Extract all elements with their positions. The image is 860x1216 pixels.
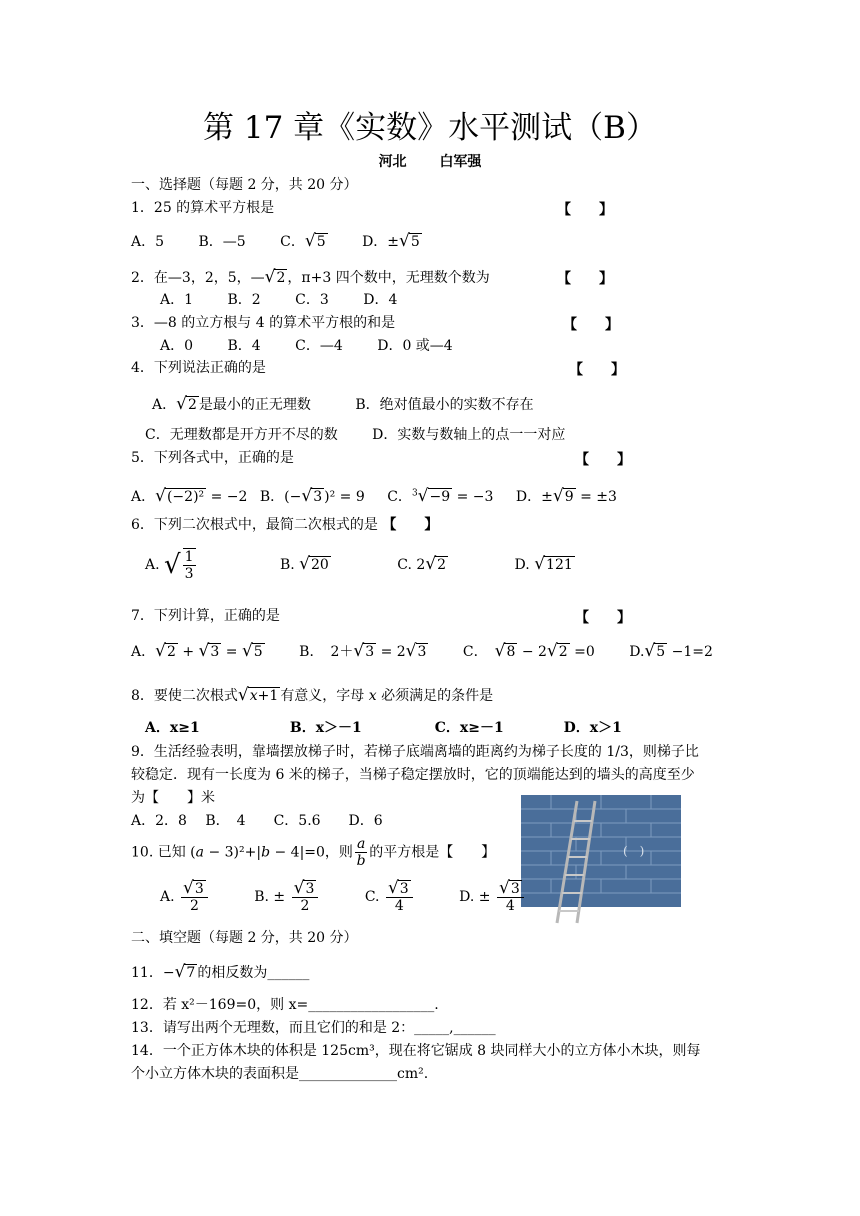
q9-line3: 为【 】米	[131, 790, 215, 806]
q2-stem	[131, 268, 490, 287]
q1-option-d: D．±	[362, 234, 400, 250]
q3-answer-bracket: 【 】	[563, 317, 619, 333]
q10-stem-b: =0，则	[304, 844, 353, 861]
q4-options-row2	[145, 426, 565, 444]
q2-answer-bracket: 【 】	[557, 271, 613, 287]
q4-option-a: 是最小的正无理数	[198, 397, 311, 413]
q4-option-d: D．实数与数轴上的点一一对应	[372, 427, 566, 443]
q10-stem-a: 10. 已知	[131, 844, 186, 861]
q11	[131, 963, 309, 982]
q4-answer-bracket: 【 】	[569, 362, 625, 378]
q5-answer-bracket: 【 】	[575, 452, 631, 468]
q7-options	[131, 642, 713, 661]
q10-stem-c: 的平方根是【 】	[369, 844, 496, 861]
q8-option-d: D．x＞1	[563, 720, 622, 736]
q5-option-d: D．±√9 = ±3	[515, 485, 617, 506]
q6-option-b: B. √20	[279, 554, 329, 574]
q8-stem-a: 8．要使二次根式	[131, 688, 238, 704]
q6-stem-text: 6．下列二次根式中，最简二次根式的是	[131, 517, 378, 533]
q2-option-c: C．3	[295, 292, 329, 308]
ladder-wall-picture	[521, 795, 681, 925]
q4-option-c: C．无理数都是开方开不尽的数	[145, 427, 338, 443]
q3-option-d: D．0 或—4	[377, 338, 453, 354]
q7-option-b: B． 2＋√3 = 2√3	[299, 641, 427, 661]
q10-options	[160, 880, 526, 924]
q4-options-row1: A．√2 是最小的正无理数 B．绝对值最小的实数不存在	[152, 394, 534, 414]
q7-answer-bracket: 【 】	[575, 610, 631, 626]
q10-stem: 10. 已知 (a − 3)²+|b − 4|=0，则 $\frac{a}{b}$ 的平方根是【 】	[131, 836, 496, 869]
q1-option-d-expr: √5	[399, 231, 420, 251]
q11-expr: −√7	[162, 962, 196, 982]
q8-stem: 8．要使二次根式√x+1 有意义，字母 x 必须满足的条件是	[131, 685, 494, 705]
q10-option-b: B. ± $\frac{√3}{2}$	[254, 889, 320, 905]
q8-stem-b: 有意义，字母	[280, 688, 365, 704]
q8-options	[145, 719, 622, 737]
q3-stem: 3．—8 的立方根与 4 的算术平方根的和是	[131, 315, 396, 331]
page-title: 第 17 章《实数》水平测试（B）	[203, 110, 657, 146]
q4-stem: 4．下列说法正确的是	[131, 360, 266, 376]
q7-option-d: D.√5 −1=2	[629, 641, 713, 661]
q6-option-c: C. 2√2	[397, 554, 447, 574]
q8-radical: √x+1	[237, 685, 279, 705]
q7-option-c: C． √8 − 2√2 =0	[462, 641, 595, 661]
q6-option-a: A. √ $\frac{1}{3}$	[145, 549, 194, 582]
q3-option-a: A．0	[160, 338, 194, 354]
section-1-heading: 一、选择题（每题 2 分，共 20 分）	[131, 177, 358, 193]
q6-options	[145, 548, 575, 592]
q2-sqrt2: √2	[264, 267, 286, 287]
q10-option-a: A. $\frac{√3}{2}$	[160, 889, 210, 905]
svg-text:( ): ( )	[623, 844, 645, 858]
q5-option-b: B．(−√3 )² = 9	[259, 485, 365, 506]
q2-option-b: B．2	[227, 292, 261, 308]
section-2-heading: 二、填空题（每题 2 分，共 20 分）	[131, 930, 358, 946]
q11-tail: 的相反数为______	[197, 965, 310, 981]
q1-options	[131, 232, 422, 251]
q9-line2: 较稳定．现有一长度为 6 米的梯子，当梯子稳定摆放时，它的顶端能达到的墙头的高度至少	[131, 767, 695, 783]
author-line	[0, 151, 860, 171]
q3-option-b: B．4	[227, 338, 261, 354]
q3-options	[160, 337, 483, 355]
q10-option-d: D. ± $\frac{√3}{4}$	[459, 889, 526, 905]
q8-option-c: C．x≥－1	[434, 720, 504, 736]
q1-option-a: A．5	[131, 234, 165, 250]
q2-stem-b: ，π+3 四个数中，无理数个数为	[287, 270, 490, 286]
q1-answer-bracket: 【 】	[557, 202, 613, 218]
q2-options	[160, 291, 427, 309]
q8-stem-c: 必须满足的条件是	[381, 688, 494, 704]
q5-options	[131, 484, 617, 506]
q1-option-c-expr: √5	[304, 231, 326, 251]
q8-option-a: A．x≥1	[145, 720, 200, 736]
q7-option-a: A．√2 + √3 = √5	[131, 641, 263, 661]
q6-answer-bracket: 【 】	[382, 517, 439, 533]
author-name: 白军强	[439, 154, 482, 170]
q6-option-d: D. √121	[514, 554, 573, 574]
q8-option-b: B．x＞－1	[289, 720, 362, 736]
q9-line1: 9．生活经验表明，靠墙摆放梯子时，若梯子底端离墙的距离约为梯子长度的 1/3，则梯子比	[131, 744, 699, 760]
q4-option-b: B．绝对值最小的实数不存在	[355, 397, 534, 413]
author-place: 河北	[378, 154, 407, 170]
q1-option-b: B．—5	[198, 234, 246, 250]
q4-sqrt2: √2	[176, 394, 197, 414]
q5-option-c: C．$^3$√−9 = −3	[387, 485, 494, 506]
q6-stem	[131, 516, 438, 534]
q1-stem: 1．25 的算术平方根是	[131, 200, 275, 216]
q10-option-c: C. $\frac{√3}{4}$	[365, 889, 415, 905]
q2-option-d: D．4	[363, 292, 398, 308]
q14-line1: 14．一个正方体木块的体积是 125cm³，现在将它锯成 8 块同样大小的立方体小木块，则每	[131, 1043, 701, 1059]
q12: 12．若 x²－169=0，则 x=__________________.	[131, 997, 439, 1013]
q5-option-a: A．√(−2)² = −2	[131, 485, 248, 506]
q14-line2: 个小立方体木块的表面积是______________cm².	[131, 1066, 429, 1082]
q2-stem-a: 2．在—3，2，5，—	[131, 270, 265, 286]
q13: 13．请写出两个无理数，而且它们的和是 2：_____,______	[131, 1020, 496, 1036]
q2-option-a: A．1	[160, 292, 194, 308]
q3-option-c: C．—4	[295, 338, 343, 354]
q7-stem: 7．下列计算，正确的是	[131, 608, 280, 624]
q1-option-c: C．	[280, 234, 305, 250]
q9-options: A．2．8 B． 4 C．5.6 D．6	[131, 813, 383, 829]
q5-stem: 5．下列各式中，正确的是	[131, 450, 294, 466]
q11-stem: 11．	[131, 965, 163, 981]
